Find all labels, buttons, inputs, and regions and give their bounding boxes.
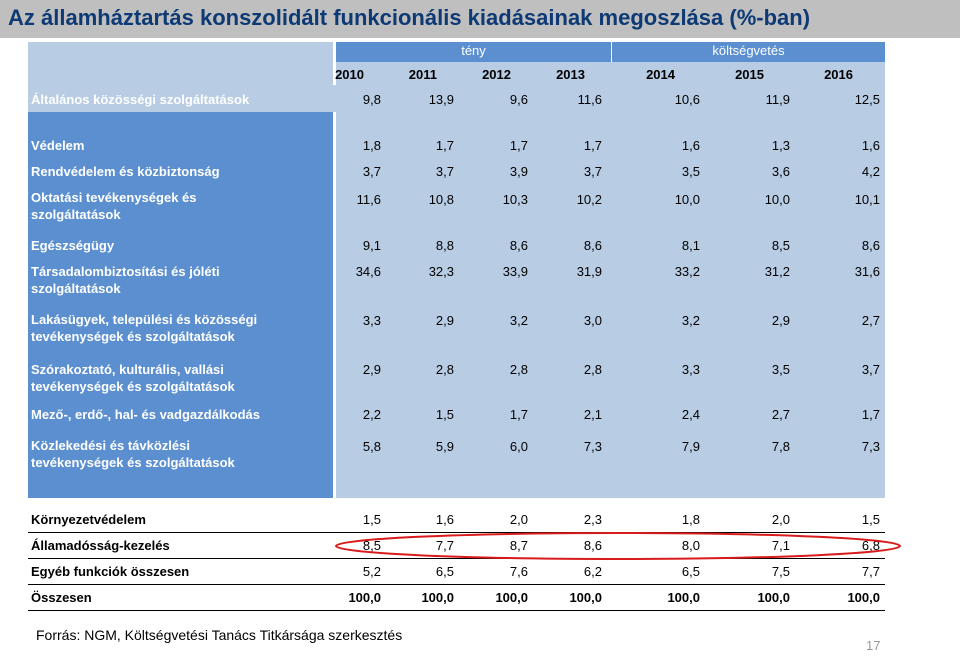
- cell-value: 7,3: [583, 439, 602, 454]
- cell-value: 1,3: [771, 138, 790, 153]
- cell-value: 8,6: [583, 238, 602, 253]
- cell-value: 7,6: [509, 564, 528, 579]
- source-note: Forrás: NGM, Költségvetési Tanács Titkársága szerkesztés: [36, 627, 403, 643]
- cell-value: 2,8: [509, 362, 528, 377]
- cell-value: 5,9: [435, 439, 454, 454]
- cell-value: 8,5: [771, 238, 790, 253]
- cell-value: 1,5: [362, 512, 381, 527]
- cell-value: 8,8: [435, 238, 454, 253]
- cell-value: 3,9: [509, 164, 528, 179]
- row-label: Államadósság-kezelés: [31, 538, 170, 553]
- row-label: Egészségügy: [31, 238, 115, 253]
- cell-value: 9,6: [509, 92, 528, 107]
- row-divider: [28, 610, 885, 611]
- cell-value: 3,6: [771, 164, 790, 179]
- cell-value: 8,5: [362, 538, 381, 553]
- cell-value: 1,7: [583, 138, 602, 153]
- cell-value: 7,5: [771, 564, 790, 579]
- page-number: 17: [866, 638, 881, 653]
- cell-value: 2,4: [681, 407, 700, 422]
- cell-value: 3,2: [509, 313, 528, 328]
- cell-value: 3,5: [771, 362, 790, 377]
- cell-value: 1,7: [435, 138, 454, 153]
- cell-value: 7,1: [771, 538, 790, 553]
- cell-value: 2,3: [583, 512, 602, 527]
- cell-value: 100,0: [757, 590, 790, 605]
- row-label: Rendvédelem és közbiztonság: [31, 164, 220, 179]
- cell-value: 9,1: [362, 238, 381, 253]
- cell-value: 1,7: [509, 407, 528, 422]
- cell-value: 100,0: [495, 590, 528, 605]
- cell-value: 6,8: [861, 538, 880, 553]
- row-label: Szórakoztató, kulturális, vallási tevékenységek és szolgáltatások: [31, 362, 235, 394]
- year-header: 2012: [482, 67, 511, 82]
- cell-value: 2,0: [771, 512, 790, 527]
- header-corner: [28, 42, 333, 85]
- cell-value: 2,0: [509, 512, 528, 527]
- cell-value: 6,2: [583, 564, 602, 579]
- cell-value: 34,6: [355, 264, 381, 279]
- cell-value: 10,3: [502, 192, 528, 207]
- cell-value: 33,9: [502, 264, 528, 279]
- cell-value: 10,8: [428, 192, 454, 207]
- cell-value: 6,5: [681, 564, 700, 579]
- cell-value: 11,6: [577, 92, 602, 107]
- cell-value: 8,7: [509, 538, 528, 553]
- cell-value: 3,3: [362, 313, 381, 328]
- cell-value: 1,7: [861, 407, 880, 422]
- row-label: Közlekedési és távközlési tevékenységek és szolgáltatások: [31, 438, 235, 470]
- cell-value: 11,6: [356, 192, 381, 207]
- cell-value: 10,6: [674, 92, 700, 107]
- cell-value: 4,2: [861, 164, 880, 179]
- cell-value: 8,0: [681, 538, 700, 553]
- cell-value: 1,8: [681, 512, 700, 527]
- row-label: Környezetvédelem: [31, 512, 146, 527]
- row-label: Mező-, erdő-, hal- és vadgazdálkodás: [31, 407, 260, 422]
- cell-value: 3,7: [435, 164, 454, 179]
- group-label-actual: tény: [461, 43, 486, 58]
- cell-value: 1,5: [861, 512, 880, 527]
- cell-value: 2,2: [362, 407, 381, 422]
- row-label: Társadalombiztosítási és jóléti szolgáltatások: [31, 264, 220, 296]
- cell-value: 1,5: [435, 407, 454, 422]
- year-header: 2010: [335, 67, 364, 82]
- cell-value: 6,5: [435, 564, 454, 579]
- cell-value: 3,5: [681, 164, 700, 179]
- cell-value: 11,9: [765, 92, 790, 107]
- cell-value: 1,8: [362, 138, 381, 153]
- cell-value: 1,7: [509, 138, 528, 153]
- row-label: Lakásügyek, települési és közösségi tevékenységek és szolgáltatások: [31, 312, 258, 344]
- cell-value: 8,6: [583, 538, 602, 553]
- cell-value: 8,6: [509, 238, 528, 253]
- cell-value: 8,1: [681, 238, 700, 253]
- row-label: Összesen: [31, 590, 92, 605]
- row-label: Oktatási tevékenységek és szolgáltatások: [31, 190, 197, 222]
- cell-value: 10,1: [854, 192, 880, 207]
- year-header: 2015: [735, 67, 764, 82]
- cell-value: 100,0: [569, 590, 602, 605]
- row-divider: [28, 584, 885, 585]
- cell-value: 1,6: [861, 138, 880, 153]
- year-header: 2014: [646, 67, 675, 82]
- cell-value: 3,7: [583, 164, 602, 179]
- cell-value: 31,2: [764, 264, 790, 279]
- cell-value: 100,0: [667, 590, 700, 605]
- cell-value: 13,9: [428, 92, 454, 107]
- cell-value: 2,9: [435, 313, 454, 328]
- cell-value: 7,9: [681, 439, 700, 454]
- cell-value: 3,7: [861, 362, 880, 377]
- cell-value: 10,2: [576, 192, 602, 207]
- cell-value: 31,9: [576, 264, 602, 279]
- year-header: 2016: [824, 67, 853, 82]
- year-header: 2013: [556, 67, 585, 82]
- page-title: Az államháztartás konszolidált funkcionális kiadásainak megoszlása (%-ban): [8, 5, 811, 30]
- cell-value: 31,6: [854, 264, 880, 279]
- cell-value: 100,0: [348, 590, 381, 605]
- highlight-ellipse: [330, 528, 910, 564]
- cell-value: 3,3: [681, 362, 700, 377]
- cell-value: 32,3: [428, 264, 454, 279]
- group-label-budget: költségvetés: [712, 43, 785, 58]
- cell-value: 8,6: [861, 238, 880, 253]
- cell-value: 2,9: [771, 313, 790, 328]
- cell-value: 3,2: [681, 313, 700, 328]
- cell-value: 10,0: [764, 192, 790, 207]
- year-header: 2011: [408, 67, 437, 82]
- cell-value: 2,7: [861, 313, 880, 328]
- cell-value: 2,1: [583, 407, 602, 422]
- cell-value: 100,0: [421, 590, 454, 605]
- cell-value: 3,0: [583, 313, 602, 328]
- cell-value: 5,8: [362, 439, 381, 454]
- cell-value: 7,7: [861, 564, 880, 579]
- cell-value: 3,7: [362, 164, 381, 179]
- cell-value: 10,0: [674, 192, 700, 207]
- cell-value: 1,6: [681, 138, 700, 153]
- cell-value: 7,7: [435, 538, 454, 553]
- cell-value: 2,9: [362, 362, 381, 377]
- cell-value: 2,7: [771, 407, 790, 422]
- cell-value: 100,0: [847, 590, 880, 605]
- cell-value: 6,0: [509, 439, 528, 454]
- cell-value: 12,5: [854, 92, 880, 107]
- cell-value: 33,2: [674, 264, 700, 279]
- cell-value: 2,8: [583, 362, 602, 377]
- cell-value: 2,8: [435, 362, 454, 377]
- row-label: Egyéb funkciók összesen: [31, 564, 190, 579]
- row-label: Védelem: [31, 138, 85, 153]
- cell-value: 7,8: [771, 439, 790, 454]
- title-bar: [0, 0, 960, 38]
- cell-value: 1,6: [435, 512, 454, 527]
- cell-value: 5,2: [362, 564, 381, 579]
- row-label: Általános közösségi szolgáltatások: [31, 92, 250, 107]
- cell-value: 7,3: [861, 439, 880, 454]
- cell-value: 9,8: [362, 92, 381, 107]
